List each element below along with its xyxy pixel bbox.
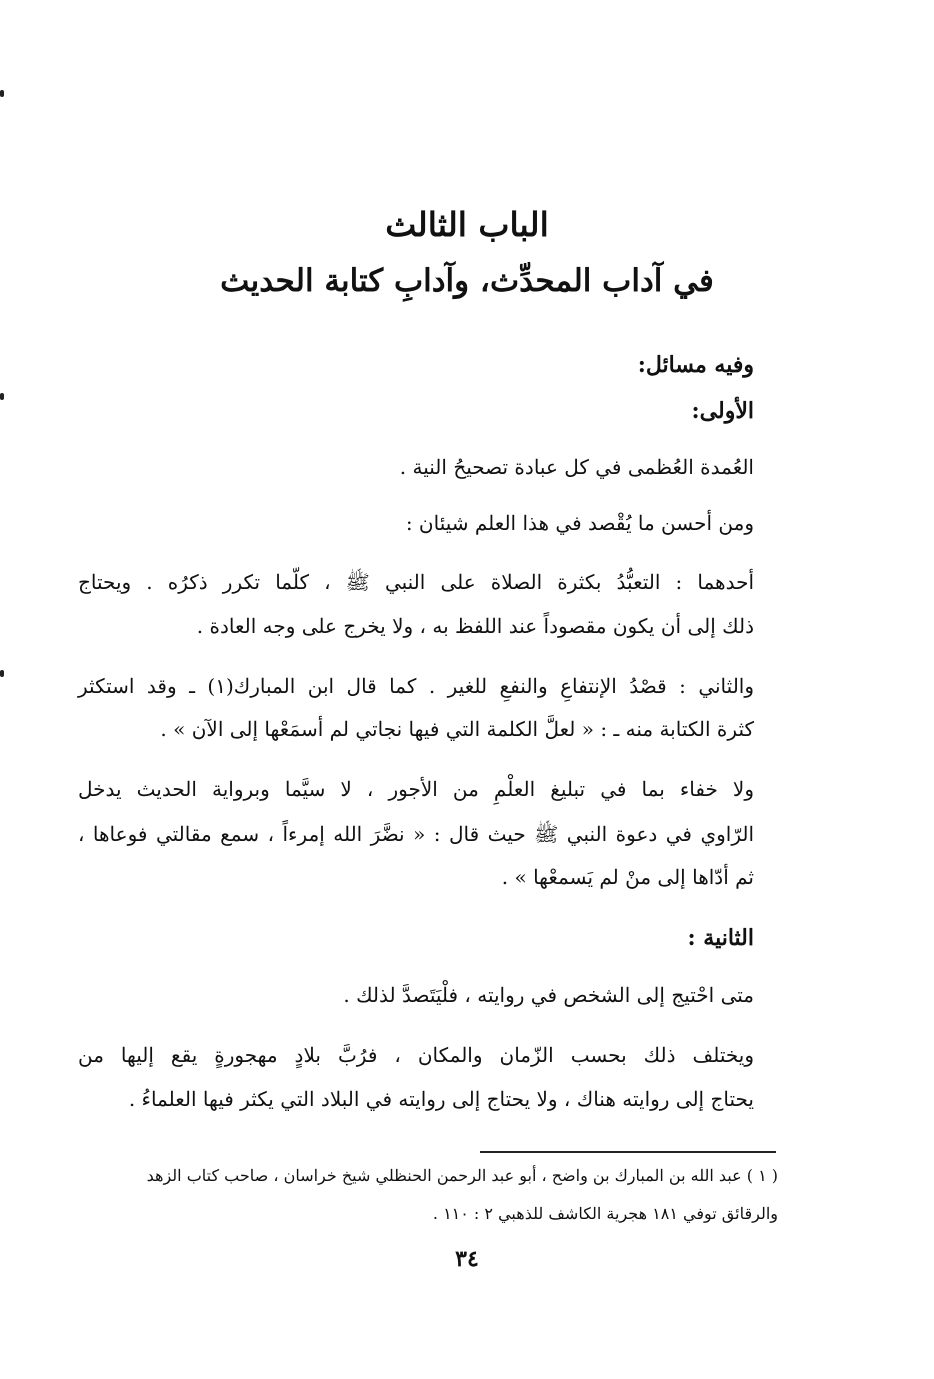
footnote-line: ( ١ ) عبد الله بن المبارك بن واضح ، أبو عبد الرحمن الحنظلي شيخ خراسان ، صاحب كتاب الزهد [146, 1166, 778, 1185]
scan-edge-mark [0, 393, 4, 400]
scan-edge-mark [0, 670, 4, 677]
paragraph-line: ذلك إلى أن يكون مقصوداً عند اللفظ به ، ولا يخرج على وجه العادة . [196, 614, 754, 638]
paragraph-line: كثرة الكتابة منه ـ : « لعلَّ الكلمة التي فيها نجاتي لم أسمَعْها إلى الآن » . [160, 717, 754, 741]
intro-heading: وفيه مسائل: [637, 352, 754, 378]
second-question-heading: الثانية : [687, 925, 754, 951]
paragraph-line: متى احْتيج إلى الشخص في روايته ، فلْيَتَصدَّ لذلك . [343, 983, 754, 1007]
first-question-heading: الأولى: [691, 398, 754, 424]
paragraph-line: العُمدة العُظمى في كل عبادة تصحيحُ النية . [399, 455, 754, 479]
paragraph-line: ولا خفاء بما في تبليغ العلْمِ من الأجور ، لا سيَّما وبرواية الحديث يدخل [78, 777, 754, 801]
paragraph-line: يحتاج إلى روايته هناك ، ولا يحتاج إلى روايته في البلاد التي يكثر فيها العلماءُ . [128, 1087, 754, 1111]
page-number: ٣٤ [455, 1246, 479, 1272]
paragraph-line: أحدهما : التعبُّدُ بكثرة الصلاة على النبي ﷺ ، كلّما تكرر ذكرُه . ويحتاج [78, 570, 754, 594]
paragraph-line: ويختلف ذلك بحسب الزّمان والمكان ، فرُبَّ بلادٍ مهجورةٍ يقع إليها من [78, 1043, 754, 1067]
paragraph-line: والثاني : قصْدُ الإنتفاعِ والنفعِ للغير . كما قال ابن المبارك(١) ـ وقد استكثر [78, 674, 754, 698]
chapter-title: الباب الثالث [385, 205, 549, 244]
paragraph-line: ثم أدّاها إلى منْ لم يَسمعْها » . [501, 865, 754, 889]
paragraph-line: الرّاوي في دعوة النبي ﷺ حيث قال : « نضَّرَ الله إمرءاً ، سمع مقالتي فوعاها ، [78, 822, 754, 846]
footnote-separator [480, 1151, 776, 1153]
scan-edge-mark [0, 90, 4, 97]
chapter-subtitle: في آداب المحدِّث، وآدابِ كتابة الحديث [220, 263, 714, 299]
footnote-line: والرقائق توفي ١٨١ هجرية الكاشف للذهبي ٢ : ١١٠ . [432, 1204, 778, 1223]
paragraph-line: ومن أحسن ما يُقْصد في هذا العلم شيئان : [405, 511, 754, 535]
